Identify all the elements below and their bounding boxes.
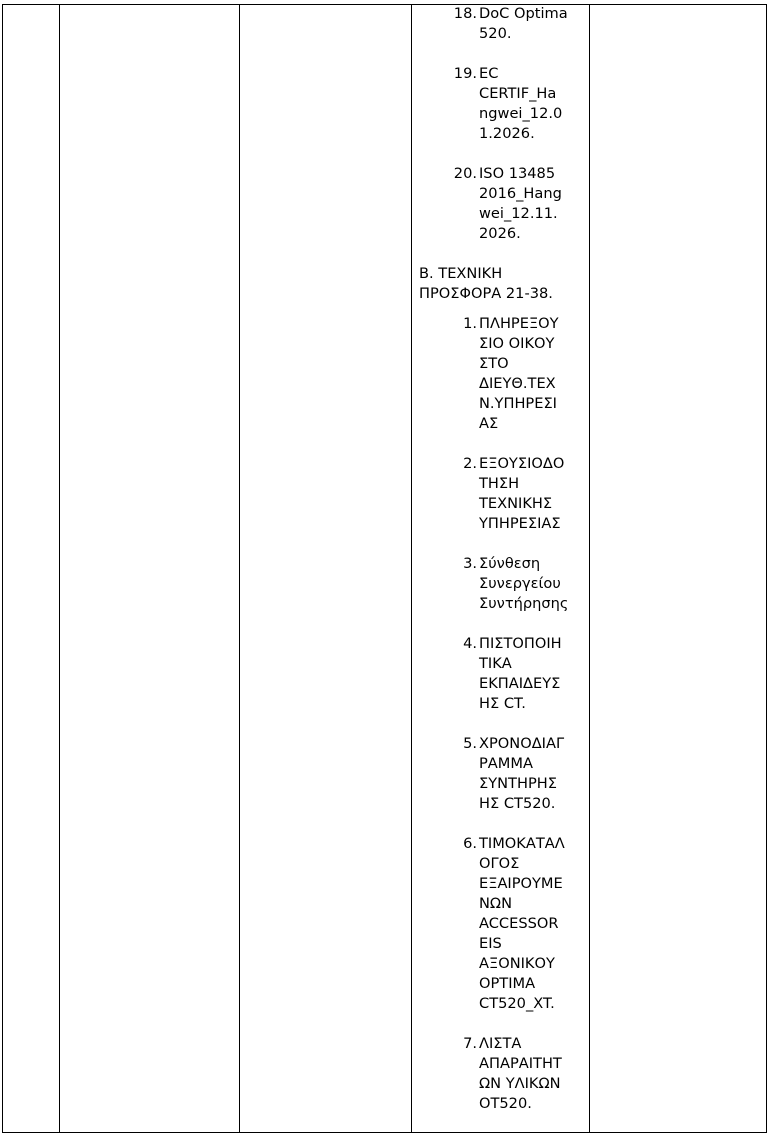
list-item-text-line: Συντήρησης — [479, 595, 569, 612]
list-item-text-line: ΣΥΝΤΗΡΗΣ — [479, 775, 557, 792]
list-item-text — [479, 4, 583, 44]
list-item-text-line: ΧΡΟΝΟΔΙΑΓ — [479, 735, 565, 752]
list-item-number: 18. — [453, 5, 477, 22]
list-item-text — [479, 834, 583, 1014]
list-item-text-line: OPTIMA — [479, 975, 536, 992]
list-item-number: 4. — [463, 635, 477, 652]
list-item-text-line: ΗΣ CT. — [479, 695, 526, 712]
list-item-text-line: OT520. — [479, 1095, 532, 1112]
list-item-text-line: ΡΑΜΜΑ — [479, 755, 533, 772]
documents-cell — [419, 4, 589, 1134]
document-list-a — [419, 4, 589, 244]
column-divider — [59, 5, 60, 1132]
list-item-text-line: ΛΙΣΤΑ — [479, 1035, 522, 1052]
list-item-number: 7. — [463, 1035, 477, 1052]
list-item-number: 20. — [453, 165, 477, 182]
list-item-text — [479, 454, 583, 534]
list-item-text-line: ΔΙΕΥΘ.ΤΕΧ — [479, 375, 556, 392]
list-item — [419, 454, 589, 534]
list-item-text-line: ΤΙΚΑ — [479, 655, 512, 672]
list-item-number: 1. — [463, 315, 477, 332]
list-item-text-line: ΑΞΟΝΙΚΟΥ — [479, 955, 555, 972]
list-item-text — [479, 314, 583, 434]
list-item-text — [479, 634, 583, 714]
list-item — [419, 834, 589, 1014]
column-divider — [239, 5, 240, 1132]
list-item-text-line: EC — [479, 65, 499, 82]
list-item-text-line: ΤΗΣΗ — [479, 475, 520, 492]
list-item-text-line: EIS — [479, 935, 502, 952]
list-item-text — [479, 1034, 583, 1114]
list-item-text-line: ΕΞΑΙΡΟΥΜΕ — [479, 875, 563, 892]
list-item-text-line: wei_12.11. — [479, 205, 558, 222]
list-item-text — [479, 734, 583, 814]
list-item-text-line: 520. — [479, 25, 512, 42]
list-item-text-line: ΩΝ ΥΛΙΚΩΝ — [479, 1075, 561, 1092]
list-item-text-line: ΑΣ — [479, 415, 499, 432]
document-list-b — [419, 314, 589, 1114]
list-item — [419, 554, 589, 614]
list-item-text-line: ΠΙΣΤΟΠΟΙΗ — [479, 635, 562, 652]
list-item-text-line: ΑΠΑΡΑΙΤΗΤ — [479, 1055, 562, 1072]
list-item-text-line: ΟΓΟΣ — [479, 855, 520, 872]
section-b-heading-line: ΠΡΟΣΦΟΡΑ 21-38. — [419, 285, 553, 302]
list-item — [419, 1034, 589, 1114]
list-item-text-line: ISO 13485 — [479, 165, 556, 182]
list-item-text-line: ΣΙΟ ΟΙΚΟΥ — [479, 335, 555, 352]
list-item-text-line: 2026. — [479, 225, 521, 242]
list-item-number: 5. — [463, 735, 477, 752]
list-item-text — [479, 554, 583, 614]
column-divider — [411, 5, 412, 1132]
list-item-text-line: ΣΤΟ — [479, 355, 509, 372]
list-item — [419, 634, 589, 714]
list-item-text-line: 2016_Hang — [479, 185, 562, 202]
section-b-heading — [419, 264, 585, 304]
list-item-text-line: Ν.ΥΠΗΡΕΣΙ — [479, 395, 557, 412]
list-item-text-line: ngwei_12.0 — [479, 105, 563, 122]
list-item — [419, 734, 589, 814]
list-item-text-line: CERTIF_Ha — [479, 85, 557, 102]
list-item-text-line: ΤΙΜΟΚΑΤΑΛ — [479, 835, 565, 852]
list-item-text — [479, 164, 583, 244]
section-b-heading-line: Β. ΤΕΧΝΙΚΗ — [419, 265, 503, 282]
list-item-text-line: ΤΕΧΝΙΚΗΣ — [479, 495, 553, 512]
list-item-text — [479, 64, 583, 144]
document-table — [2, 4, 767, 1133]
list-item-text-line: ACCESSOR — [479, 915, 559, 932]
list-item-number: 2. — [463, 455, 477, 472]
list-item-text-line: Σύνθεση — [479, 555, 541, 572]
list-item-number: 3. — [463, 555, 477, 572]
list-item-text-line: Συνεργείου — [479, 575, 561, 592]
list-item-text-line: ΕΚΠΑΙΔΕΥΣ — [479, 675, 561, 692]
list-item-number: 19. — [453, 65, 477, 82]
list-item-text-line: ΠΛΗΡΕΞΟΥ — [479, 315, 559, 332]
list-item-text-line: ΥΠΗΡΕΣΙΑΣ — [479, 515, 561, 532]
list-item-number: 6. — [463, 835, 477, 852]
list-item-text-line: CT520_XT. — [479, 995, 555, 1012]
list-item-text-line: ΗΣ CT520. — [479, 795, 556, 812]
list-item-text-line: DoC Optima — [479, 5, 568, 22]
list-item — [419, 314, 589, 434]
list-item — [419, 64, 589, 144]
list-item-text-line: ΝΩΝ — [479, 895, 512, 912]
list-item-text-line: ΕΞΟΥΣΙΟΔΟ — [479, 455, 565, 472]
column-divider — [589, 5, 590, 1132]
list-item-text-line: 1.2026. — [479, 125, 535, 142]
list-item — [419, 164, 589, 244]
list-item — [419, 4, 589, 44]
